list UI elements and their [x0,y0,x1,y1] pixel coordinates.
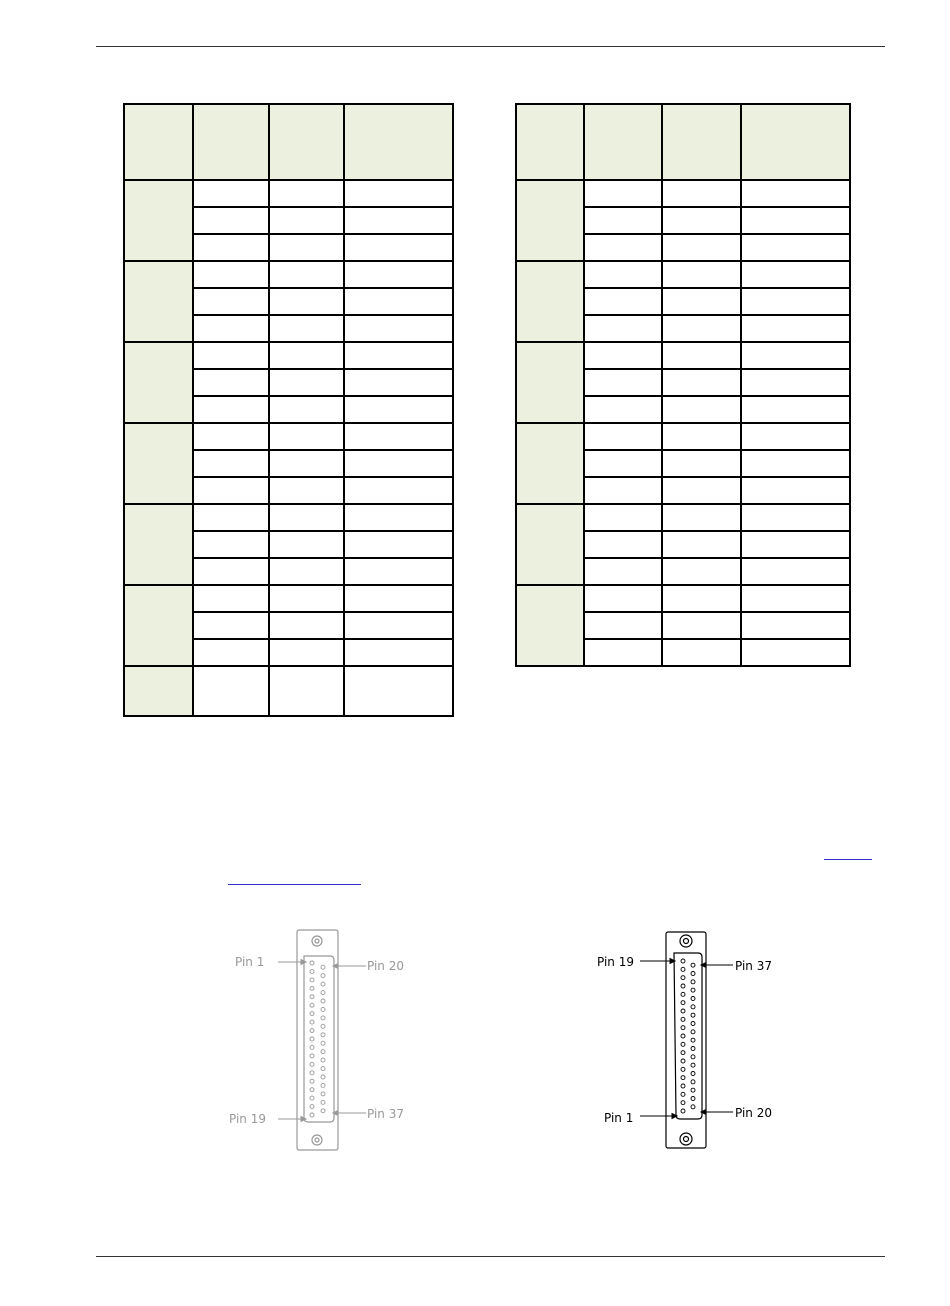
table-cell [584,612,662,639]
table-cell [741,315,850,342]
pin-hole [321,1100,325,1104]
pin-hole [681,1034,685,1038]
pin-19-label: Pin 19 [229,1112,266,1126]
table-cell [344,639,453,666]
table-row [124,504,453,531]
pin-hole [310,1113,314,1117]
pin-hole [681,1109,685,1113]
table-cell [584,180,662,207]
group-cell [516,342,584,423]
table-cell [193,369,269,396]
pin-hole [310,1037,314,1041]
table-cell [269,261,344,288]
table-cell [662,612,741,639]
group-cell [124,180,193,261]
column-header [516,104,584,180]
table-cell [344,396,453,423]
pin-hole [691,1088,695,1092]
table-cell [584,288,662,315]
pin-hole [321,1067,325,1071]
table-cell [584,450,662,477]
group-cell [124,423,193,504]
header-rule [96,46,885,47]
table-cell [193,585,269,612]
table-cell [344,288,453,315]
column-header [124,104,193,180]
table-cell [662,315,741,342]
pin-hole [681,967,685,971]
pin-hole [310,978,314,982]
table-cell [269,180,344,207]
table-cell [269,450,344,477]
table-cell [193,504,269,531]
table-cell [344,369,453,396]
column-header [269,104,344,180]
table-cell [193,531,269,558]
group-cell [516,423,584,504]
pin-1-label: Pin 1 [235,955,265,969]
pin-hole [691,980,695,984]
table-cell [344,504,453,531]
pin-hole [691,1055,695,1059]
table-row [124,423,453,450]
table-cell [344,261,453,288]
pin-20-label: Pin 20 [735,1106,772,1120]
pin-hole [321,1007,325,1011]
column-header [193,104,269,180]
table-cell [344,531,453,558]
table-cell [193,207,269,234]
table-cell [269,396,344,423]
pin-hole [681,1067,685,1071]
table-cell [269,234,344,261]
table-cell [741,342,850,369]
table-cell [662,558,741,585]
pin-hole [310,1062,314,1066]
group-cell [516,180,584,261]
table-cell [344,234,453,261]
table-cell [193,666,269,716]
table-cell [344,180,453,207]
pin-hole [681,1042,685,1046]
table-cell [584,261,662,288]
table-cell [193,423,269,450]
table-cell [662,342,741,369]
table-row [124,261,453,288]
table-cell [193,612,269,639]
group-cell [516,261,584,342]
pin-19-label: Pin 19 [597,955,634,969]
pin-hole [681,1051,685,1055]
pin-hole [691,963,695,967]
pinout-table-right [515,103,851,667]
table-row [124,180,453,207]
table-cell [741,369,850,396]
table-cell [344,666,453,716]
db37-connector-diagram-right [590,925,810,1155]
table-cell [344,342,453,369]
table-cell [193,450,269,477]
pin-hole [310,1079,314,1083]
pin-hole [691,1013,695,1017]
pin-hole [691,1080,695,1084]
table-cell [193,234,269,261]
table-cell [193,558,269,585]
table-cell [269,369,344,396]
group-cell [124,666,193,716]
pin-hole [691,1047,695,1051]
table-cell [662,180,741,207]
pin-hole [691,1063,695,1067]
pin-holes [681,959,695,1113]
table-cell [662,261,741,288]
table-cell [269,612,344,639]
table-row [124,666,453,716]
table-cell [344,585,453,612]
group-cell [124,504,193,585]
group-cell [516,585,584,666]
footer-rule [96,1256,885,1257]
pin-hole [321,1083,325,1087]
pin-hole [681,1017,685,1021]
table-cell [662,450,741,477]
table-cell [584,585,662,612]
table-cell [662,477,741,504]
table-row [516,423,850,450]
pin-hole [691,1097,695,1101]
pin-hole [310,1105,314,1109]
table-cell [584,639,662,666]
table-cell [193,261,269,288]
pin-hole [681,1092,685,1096]
pinout-table-left [123,103,454,717]
table-row [124,342,453,369]
pin-hole [321,991,325,995]
table-cell [269,639,344,666]
pin-hole [321,1024,325,1028]
pin-hole [310,1071,314,1075]
pin-hole [681,1001,685,1005]
table-cell [584,234,662,261]
pin-hole [310,995,314,999]
table-cell [741,477,850,504]
cross-reference-link[interactable] [824,859,872,860]
table-cell [344,207,453,234]
table-cell [269,531,344,558]
table-cell [193,180,269,207]
table-cell [584,369,662,396]
table-cell [269,504,344,531]
pin-hole [310,1012,314,1016]
cross-reference-link[interactable] [228,884,361,885]
pin-hole [310,961,314,965]
table-cell [344,423,453,450]
table-cell [344,315,453,342]
pin-hole [310,1003,314,1007]
pin-hole [321,1109,325,1113]
table-row [516,585,850,612]
table-cell [344,558,453,585]
db37-connector-diagram-left [220,925,420,1155]
pin-hole [321,999,325,1003]
table-cell [269,288,344,315]
pin-hole [321,1092,325,1096]
pin-20-label: Pin 20 [367,959,404,973]
pin-37-label: Pin 37 [735,959,772,973]
group-cell [124,585,193,666]
table-cell [662,531,741,558]
table-cell [662,288,741,315]
column-header [344,104,453,180]
pin-hole [681,959,685,963]
pin-hole [691,1005,695,1009]
table-cell [662,504,741,531]
table-cell [741,558,850,585]
table-cell [193,477,269,504]
table-cell [741,612,850,639]
table-cell [584,423,662,450]
table-cell [269,342,344,369]
table-cell [741,288,850,315]
table-row [516,261,850,288]
table-cell [741,639,850,666]
pin-hole [321,982,325,986]
pin-hole [321,965,325,969]
table-cell [193,396,269,423]
table-cell [662,423,741,450]
pin-hole [681,1084,685,1088]
table-cell [344,477,453,504]
table-cell [269,315,344,342]
table-row [516,180,850,207]
pin-hole [310,1029,314,1033]
pin-hole [310,1054,314,1058]
table-cell [269,666,344,716]
pin-hole [681,1101,685,1105]
table-cell [193,639,269,666]
pin-hole [321,1041,325,1045]
table-cell [584,396,662,423]
table-row [124,585,453,612]
pin-hole [310,1088,314,1092]
pin-holes [310,961,325,1117]
table-cell [269,207,344,234]
pin-hole [691,988,695,992]
table-cell [741,504,850,531]
table-cell [741,396,850,423]
pin-hole [681,992,685,996]
group-cell [124,342,193,423]
column-header [741,104,850,180]
table-cell [193,288,269,315]
table-cell [741,531,850,558]
table-cell [269,585,344,612]
pin-hole [691,1030,695,1034]
pin-hole [681,1059,685,1063]
pin-hole [691,1072,695,1076]
pin-hole [321,1058,325,1062]
table-cell [741,261,850,288]
group-cell [124,261,193,342]
table-cell [269,477,344,504]
pin-hole [321,1050,325,1054]
table-cell [344,612,453,639]
table-cell [741,234,850,261]
pin-hole [691,997,695,1001]
pin-hole [310,969,314,973]
pin-hole [310,1096,314,1100]
pin-hole [310,1020,314,1024]
table-cell [662,234,741,261]
pin-hole [681,1009,685,1013]
table-cell [741,585,850,612]
table-cell [344,450,453,477]
table-cell [584,315,662,342]
pin-hole [321,1016,325,1020]
table-cell [269,423,344,450]
table-cell [662,369,741,396]
column-header [662,104,741,180]
table-cell [193,342,269,369]
pin-1-label: Pin 1 [604,1111,634,1125]
table-cell [662,639,741,666]
pin-hole [310,1045,314,1049]
group-cell [516,504,584,585]
pin-hole [691,1105,695,1109]
table-cell [662,585,741,612]
table-cell [662,396,741,423]
pin-hole [321,974,325,978]
table-cell [741,180,850,207]
pin-hole [681,984,685,988]
pin-hole [691,1022,695,1026]
table-row [516,504,850,531]
table-cell [584,531,662,558]
pin-arrows [278,960,366,1122]
pin-hole [321,1075,325,1079]
table-cell [584,342,662,369]
table-cell [193,315,269,342]
pin-arrows [640,959,733,1119]
table-cell [584,558,662,585]
table-cell [741,423,850,450]
pin-hole [681,976,685,980]
pin-hole [310,986,314,990]
pin-hole [681,1026,685,1030]
table-cell [584,477,662,504]
pin-hole [691,972,695,976]
pin-hole [321,1033,325,1037]
table-cell [269,558,344,585]
table-cell [741,450,850,477]
table-cell [584,207,662,234]
table-cell [584,504,662,531]
pin-hole [681,1076,685,1080]
pin-hole [691,1038,695,1042]
table-row [516,342,850,369]
table-cell [741,207,850,234]
column-header [584,104,662,180]
pin-37-label: Pin 37 [367,1107,404,1121]
table-cell [662,207,741,234]
